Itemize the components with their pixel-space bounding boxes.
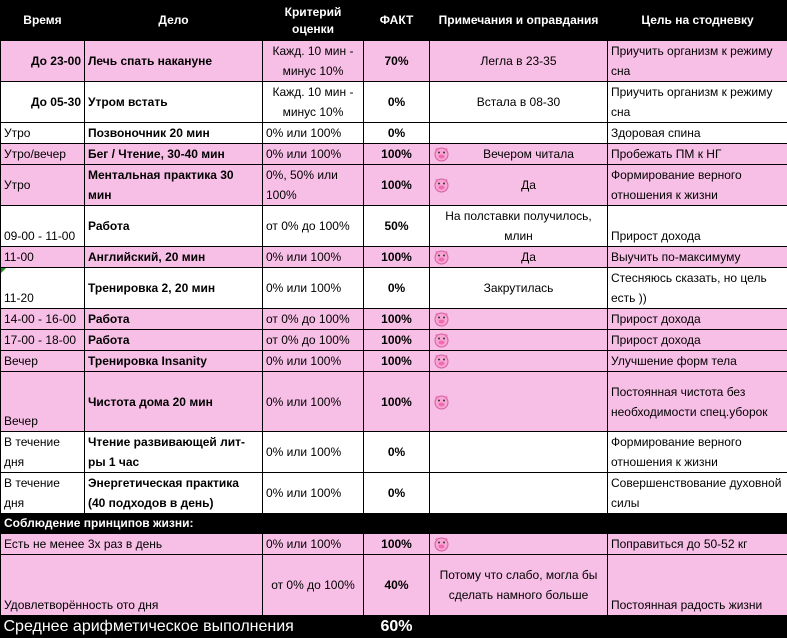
cell-fact[interactable]: 0% bbox=[364, 432, 430, 473]
pig-face-icon bbox=[433, 394, 450, 409]
cell-time[interactable]: 17-00 - 18-00 bbox=[1, 330, 85, 351]
cell-time[interactable]: 09-00 - 11-00 bbox=[1, 206, 85, 247]
cell-criterion[interactable]: 0% или 100% bbox=[263, 268, 364, 309]
pig-face-icon bbox=[433, 178, 450, 193]
cell-goal[interactable]: Прирост дохода bbox=[608, 206, 787, 247]
cell-fact[interactable]: 100% bbox=[364, 534, 430, 555]
cell-time[interactable]: 14-00 - 16-00 bbox=[1, 309, 85, 330]
cell-criterion[interactable]: 0%, 50% или 100% bbox=[263, 165, 364, 206]
cell-note[interactable] bbox=[430, 534, 608, 555]
footer-value: 60% bbox=[364, 616, 430, 638]
table-row[interactable] bbox=[1, 247, 787, 268]
cell-fact[interactable]: 100% bbox=[364, 165, 430, 206]
cell-task[interactable]: Работа bbox=[85, 309, 263, 330]
header-notes: Примечания и оправдания bbox=[430, 1, 608, 41]
cell-goal[interactable]: Пробежать ПМ к НГ bbox=[608, 144, 787, 165]
cell-task[interactable]: Энергетическая практика (40 подходов в день) bbox=[85, 473, 263, 514]
cell-criterion[interactable]: 0% или 100% bbox=[263, 372, 364, 432]
cell-time[interactable]: В течение дня bbox=[1, 473, 85, 514]
cell-fact[interactable]: 100% bbox=[364, 351, 430, 372]
cell-time[interactable]: Утро bbox=[1, 123, 85, 144]
cell-criterion[interactable]: 0% или 100% bbox=[263, 534, 364, 555]
header-goal: Цель на стодневку bbox=[608, 1, 787, 41]
cell-task[interactable]: Бег / Чтение, 30-40 мин bbox=[85, 144, 263, 165]
header-criterion: Критерий оценки bbox=[263, 1, 364, 41]
table-row[interactable] bbox=[1, 309, 787, 330]
cell-time[interactable]: Утро/вечер bbox=[1, 144, 85, 165]
table-row[interactable] bbox=[1, 123, 787, 144]
cell-task[interactable]: Ментальная практика 30 мин bbox=[85, 165, 263, 206]
cell-fact[interactable]: 0% bbox=[364, 123, 430, 144]
cell-note[interactable] bbox=[430, 144, 608, 165]
cell-goal[interactable]: Формирование верного отношения к жизни bbox=[608, 432, 787, 473]
table-row[interactable] bbox=[1, 372, 787, 432]
section-row bbox=[1, 514, 787, 534]
cell-note[interactable]: Потому что слабо, могла бы сделать намного больше bbox=[430, 555, 608, 616]
cell-fact[interactable]: 100% bbox=[364, 247, 430, 268]
cell-criterion[interactable]: 0% или 100% bbox=[263, 473, 364, 514]
cell-goal[interactable]: Совершенствование духовной силы bbox=[608, 473, 787, 514]
cell-note[interactable]: Закрутилась bbox=[430, 268, 608, 309]
cell-time[interactable]: В течение дня bbox=[1, 432, 85, 473]
cell-time[interactable] bbox=[1, 268, 85, 309]
cell-fact[interactable]: 70% bbox=[364, 41, 430, 82]
table-row[interactable] bbox=[1, 351, 787, 372]
cell-fact[interactable]: 0% bbox=[364, 268, 430, 309]
cell-goal[interactable]: Поправиться до 50-52 кг bbox=[608, 534, 787, 555]
table-row[interactable] bbox=[1, 144, 787, 165]
pig-face-icon bbox=[433, 333, 450, 348]
cell-goal[interactable]: Здоровая спина bbox=[608, 123, 787, 144]
comment-marker bbox=[1, 268, 6, 273]
table-row[interactable] bbox=[1, 432, 787, 473]
cell-task[interactable]: Работа bbox=[85, 206, 263, 247]
table-row[interactable] bbox=[1, 555, 787, 616]
cell-time[interactable]: До 23-00 bbox=[1, 41, 85, 82]
cell-criterion[interactable]: 0% или 100% bbox=[263, 144, 364, 165]
cell-goal[interactable]: Прирост дохода bbox=[608, 330, 787, 351]
cell-time[interactable]: 11-00 bbox=[1, 247, 85, 268]
note-text: Вечером читала bbox=[433, 144, 604, 164]
cell-goal[interactable]: Приучить организм к режиму сна bbox=[608, 41, 787, 82]
pig-face-icon bbox=[433, 147, 450, 162]
cell-goal[interactable]: Стесняюсь сказать, но цель есть )) bbox=[608, 268, 787, 309]
cell-note[interactable] bbox=[430, 165, 608, 206]
cell-note[interactable] bbox=[430, 123, 608, 144]
cell-time[interactable]: Вечер bbox=[1, 372, 85, 432]
section-title: Соблюдение принципов жизни: bbox=[1, 514, 787, 534]
cell-goal[interactable]: Выучить по-максимуму bbox=[608, 247, 787, 268]
cell-principle[interactable]: Есть не менее 3х раз в день bbox=[1, 534, 263, 555]
table-row[interactable] bbox=[1, 534, 787, 555]
cell-note[interactable] bbox=[430, 247, 608, 268]
header-row bbox=[1, 1, 787, 41]
pig-face-icon bbox=[433, 354, 450, 369]
cell-fact[interactable]: 100% bbox=[364, 330, 430, 351]
cell-time-text: 11-20 bbox=[4, 291, 34, 305]
cell-fact[interactable]: 0% bbox=[364, 82, 430, 123]
table-row[interactable] bbox=[1, 473, 787, 514]
cell-criterion[interactable]: от 0% до 100% bbox=[263, 330, 364, 351]
cell-task[interactable]: Чтение развивающей лит-ры 1 час bbox=[85, 432, 263, 473]
cell-note[interactable]: Встала в 08-30 bbox=[430, 82, 608, 123]
pig-face-icon bbox=[433, 312, 450, 327]
cell-criterion[interactable]: от 0% до 100% bbox=[263, 309, 364, 330]
cell-goal[interactable]: Прирост дохода bbox=[608, 309, 787, 330]
cell-note[interactable] bbox=[430, 330, 608, 351]
note-text: Да bbox=[433, 175, 604, 195]
table-row[interactable] bbox=[1, 330, 787, 351]
cell-note[interactable] bbox=[430, 473, 608, 514]
table-row[interactable] bbox=[1, 268, 787, 309]
header-task: Дело bbox=[85, 1, 263, 41]
cell-principle[interactable]: Удовлетворённость ото дня bbox=[1, 555, 263, 616]
table-row[interactable] bbox=[1, 82, 787, 123]
cell-task[interactable]: Утром встать bbox=[85, 82, 263, 123]
cell-task[interactable]: Лечь спать накануне bbox=[85, 41, 263, 82]
cell-task[interactable]: Тренировка 2, 20 мин bbox=[85, 268, 263, 309]
cell-task[interactable]: Английский, 20 мин bbox=[85, 247, 263, 268]
header-fact: ФАКТ bbox=[364, 1, 430, 41]
cell-task[interactable]: Тренировка Insanity bbox=[85, 351, 263, 372]
cell-task[interactable]: Работа bbox=[85, 330, 263, 351]
cell-criterion[interactable]: 0% или 100% bbox=[263, 351, 364, 372]
cell-goal[interactable]: Постоянная радость жизни bbox=[608, 555, 787, 616]
footer-empty bbox=[430, 616, 787, 638]
cell-note[interactable] bbox=[430, 351, 608, 372]
pig-face-icon bbox=[433, 250, 450, 265]
cell-note[interactable] bbox=[430, 432, 608, 473]
footer-label: Среднее арифметическое выполнения bbox=[1, 616, 364, 638]
cell-criterion[interactable]: 0% или 100% bbox=[263, 432, 364, 473]
cell-time[interactable]: Утро bbox=[1, 165, 85, 206]
cell-criterion[interactable]: 0% или 100% bbox=[263, 247, 364, 268]
cell-goal[interactable]: Постоянная чистота без необходимости спец.уборок bbox=[608, 372, 787, 432]
cell-note[interactable]: Легла в 23-35 bbox=[430, 41, 608, 82]
cell-fact[interactable]: 100% bbox=[364, 372, 430, 432]
cell-criterion[interactable]: от 0% до 100% bbox=[263, 555, 364, 616]
cell-note[interactable] bbox=[430, 309, 608, 330]
table-row[interactable] bbox=[1, 41, 787, 82]
cell-time[interactable]: Вечер bbox=[1, 351, 85, 372]
cell-fact[interactable]: 50% bbox=[364, 206, 430, 247]
header-time: Время bbox=[1, 1, 85, 41]
cell-task[interactable]: Позвоночник 20 мин bbox=[85, 123, 263, 144]
cell-note[interactable]: На полставки получилось, млин bbox=[430, 206, 608, 247]
table-row[interactable] bbox=[1, 206, 787, 247]
footer-row bbox=[1, 616, 787, 638]
cell-goal[interactable]: Улучшение форм тела bbox=[608, 351, 787, 372]
table-row[interactable] bbox=[1, 165, 787, 206]
cell-criterion[interactable]: Кажд. 10 мин - минус 10% bbox=[263, 41, 364, 82]
cell-criterion[interactable]: от 0% до 100% bbox=[263, 206, 364, 247]
cell-criterion[interactable]: Кажд. 10 мин - минус 10% bbox=[263, 82, 364, 123]
pig-face-icon bbox=[433, 537, 450, 552]
cell-goal[interactable]: Формирование верного отношения к жизни bbox=[608, 165, 787, 206]
cell-note[interactable] bbox=[430, 372, 608, 432]
cell-fact[interactable]: 100% bbox=[364, 309, 430, 330]
cell-task[interactable]: Чистота дома 20 мин bbox=[85, 372, 263, 432]
cell-time[interactable]: До 05-30 bbox=[1, 82, 85, 123]
cell-fact[interactable]: 100% bbox=[364, 144, 430, 165]
cell-goal[interactable]: Приучить организм к режиму сна bbox=[608, 82, 787, 123]
cell-fact[interactable]: 0% bbox=[364, 473, 430, 514]
note-text: Да bbox=[433, 247, 604, 267]
cell-criterion[interactable]: 0% или 100% bbox=[263, 123, 364, 144]
cell-fact[interactable]: 40% bbox=[364, 555, 430, 616]
